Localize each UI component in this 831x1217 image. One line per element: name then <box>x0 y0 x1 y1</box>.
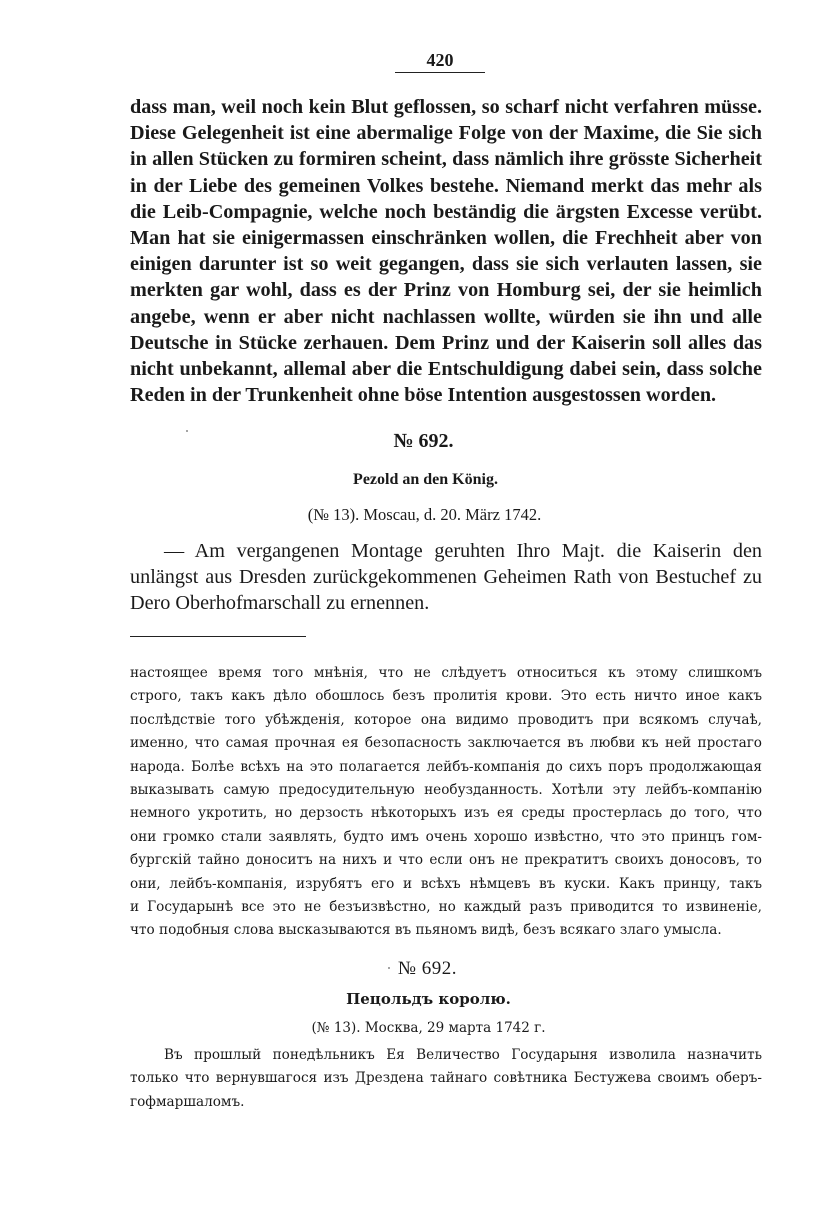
print-speck <box>388 967 390 969</box>
footnote-divider <box>130 636 306 637</box>
page-number: 420 <box>426 50 454 70</box>
text-line: einigen darunter ist so weit gegangen, dass sie sich verlauten lassen, sie <box>130 253 762 276</box>
text-line: Въ прошлый понедѣльникъ Ея Величество Государыня изволила назначить <box>164 1047 762 1063</box>
document-dateline-german: (№ 13). Moscau, d. 20. März 1742. <box>307 505 542 524</box>
document-heading-german: Pezold an den König. <box>353 471 498 488</box>
document-number-german: № 692. <box>393 430 454 452</box>
german-document-text <box>130 538 762 617</box>
print-speck <box>186 430 188 432</box>
text-line: именно, что самая прочная ея безопасность заключается въ любви къ ней простаго <box>130 735 762 752</box>
text-line: unlängst aus Dresden zurückgekommenen Geheimen Rath von Bestuchef zu <box>130 566 762 589</box>
text-line: выказывать самую предосудительную необузданность. Хотѣли эту лейбъ-компанію <box>130 782 762 799</box>
text-line: послѣдствіе того убѣжденія, которое она видимо проводитъ при всякомъ случаѣ, <box>130 711 762 728</box>
text-line: немного укротить, но дерзость нѣкоторыхъ изъ ея среды простерлась до того, что <box>130 805 762 822</box>
text-line: гофмаршаломъ. <box>130 1093 245 1110</box>
text-line: что подобныя слова высказываются въ пьяномъ видѣ, безъ всякаго злаго умысла. <box>130 922 722 939</box>
german-continuation-text <box>130 94 762 408</box>
document-dateline-russian: (№ 13). Москва, 29 марта 1742 г. <box>311 1020 546 1036</box>
text-line: строго, такъ какъ дѣло обошлось безъ пролитія крови. Это есть ничто иное какъ <box>130 688 762 705</box>
text-line: они громко стали заявлять, будто имъ очень хорошо извѣстно, что это принцъ гом- <box>130 828 762 845</box>
text-line: dass man, weil noch kein Blut geflossen, so scharf nicht verfahren müsse. <box>130 96 762 118</box>
text-line: Diese Gelegenheit ist eine abermalige Folge von der Maxime, die Sie sich <box>130 122 762 145</box>
text-line: только что вернувшагося изъ Дрездена тайнаго совѣтника Бестужева своимъ оберъ- <box>130 1070 762 1087</box>
text-line: die Leib-Compagnie, welche noch beständig die ärgsten Excesse verübt. <box>130 200 762 223</box>
text-line: — Am vergangenen Montage geruhten Ihro Majt. die Kaiserin den <box>164 540 762 562</box>
text-line: in allen Stücken zu formiren scheint, dass nämlich ihre grösste Sicherheit <box>130 148 762 171</box>
text-line: настоящее время того мнѣнія, что не слѣдуетъ относиться къ этому слишкомъ <box>130 665 762 681</box>
text-line: Reden in der Trunkenheit ohne böse Intention ausgestossen worden. <box>130 384 717 407</box>
text-line: Dero Oberhofmarschall zu ernennen. <box>130 592 430 615</box>
text-line: Deutsche in Stücke zerhauen. Dem Prinz und der Kaiserin soll alles das <box>130 331 762 354</box>
russian-document-text <box>130 1044 762 1114</box>
text-line: и Государынѣ все это не безъизвѣстно, но каждый разъ приводится то извиненіе, <box>130 899 762 916</box>
text-line: Man hat sie einigermassen einschränken wollen, die Frechheit aber von <box>130 227 762 250</box>
page-number-rule <box>395 72 485 73</box>
text-line: народа. Болѣе всѣхъ на это полагается лейбъ-компанія до сихъ поръ продолжающая <box>130 758 762 775</box>
text-line: in der Liebe des gemeinen Volkes bestehe. Niemand merkt das mehr als <box>130 174 762 197</box>
text-line: они, лейбъ-компанія, изрубятъ его и всѣхъ нѣмцевъ въ куски. Какъ принцу, такъ <box>130 875 762 892</box>
text-line: бургскій тайно доноситъ на нихъ и что если онъ не прекратитъ своихъ доносовъ, то <box>130 852 762 869</box>
document-heading-russian: Пецольдъ королю. <box>346 990 511 1008</box>
russian-continuation-text <box>130 662 762 943</box>
text-line: merkten gar wohl, dass es der Prinz von Homburg sei, der sie heimlich <box>130 279 762 302</box>
text-line: angebe, wenn er aber nicht nachlassen wollte, würden sie ihn und alle <box>130 305 762 328</box>
text-line: nicht unbekannt, allemal aber die Entschuldigung dabei sein, dass solche <box>130 358 762 381</box>
document-number-russian: № 692. <box>397 958 458 979</box>
